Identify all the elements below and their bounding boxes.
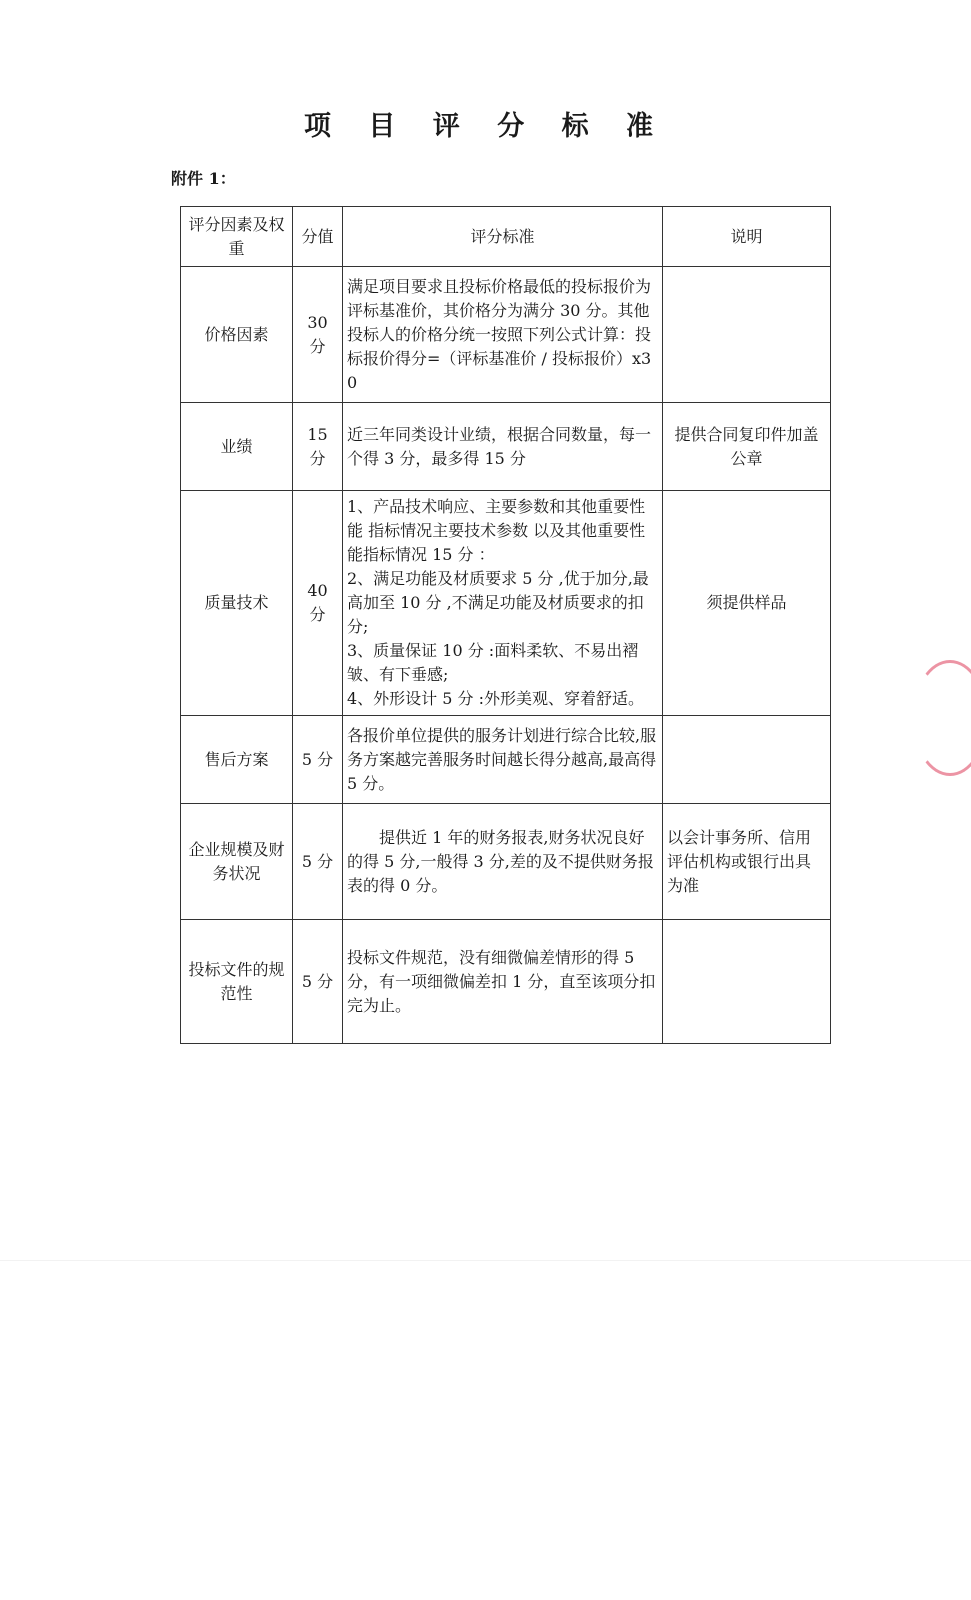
table-row-document xyxy=(181,920,831,1044)
table-row-price xyxy=(181,267,831,403)
row-note xyxy=(663,716,831,804)
row-score: 30 分 xyxy=(293,267,343,403)
criteria-line: 3、质量保证 10 分 :面料柔软、不易出褶皱、有下垂感; xyxy=(347,641,639,684)
row-factor: 质量技术 xyxy=(181,491,293,716)
row-criteria xyxy=(343,716,663,804)
row-note xyxy=(663,920,831,1044)
seal-stamp-edge xyxy=(912,660,971,776)
row-factor: 业绩 xyxy=(181,403,293,491)
page-title: 项 目 评 分 标 准 xyxy=(304,111,667,142)
scoring-table xyxy=(180,206,831,1044)
row-score: 15 分 xyxy=(293,403,343,491)
table-row-enterprise xyxy=(181,804,831,920)
row-note: 以会计事务所、信用评估机构或银行出具为准 xyxy=(663,804,831,920)
row-note xyxy=(663,267,831,403)
table-row-after-sales xyxy=(181,716,831,804)
row-note: 提供合同复印件加盖公章 xyxy=(663,403,831,491)
row-note: 须提供样品 xyxy=(663,491,831,716)
row-criteria xyxy=(343,267,663,403)
table-header-row xyxy=(181,207,831,267)
criteria-line: 1、产品技术响应、主要参数和其他重要性能 指标情况主要技术参数 以及其他重要性能指标情况 15 分 ： xyxy=(347,497,646,564)
criteria-line: 投标文件规范，没有细微偏差情形的得 5 分，有一项细微偏差扣 1 分，直至该项分扣完为止。 xyxy=(347,947,656,1015)
row-criteria xyxy=(343,804,663,920)
table-row-performance xyxy=(181,403,831,491)
row-score: 5 分 xyxy=(293,716,343,804)
row-factor: 价格因素 xyxy=(181,267,293,403)
header-note: 说明 xyxy=(663,207,831,267)
row-score: 5 分 xyxy=(293,920,343,1044)
header-score: 分值 xyxy=(293,207,343,267)
row-criteria xyxy=(343,491,663,716)
row-factor: 投标文件的规范性 xyxy=(181,920,293,1044)
row-score: 40 分 xyxy=(293,491,343,716)
criteria-line: 近三年同类设计业绩，根据合同数量，每一个得 3 分，最多得 15 分 xyxy=(347,424,652,468)
criteria-line: 提供近 1 年的财务报表,财务状况良好的得 5 分,一般得 3 分,差的及不提供财务报表的得 0 分。 xyxy=(347,827,654,895)
header-factor: 评分因素及权重 xyxy=(181,207,293,267)
criteria-line: 2、满足功能及材质要求 5 分 ,优于加分,最高加至 10 分 ,不满足功能及材质要求的扣分; xyxy=(347,569,649,636)
criteria-line: 满足项目要求且投标价格最低的投标报价为评标基准价，其价格分为满分 30 分。其他投标人的价格分统一按照下列公式计算：投标报价得分=（评标基准价 / 投标报价）x30 xyxy=(347,276,652,392)
criteria-line: 各报价单位提供的服务计划进行综合比较,服务方案越完善服务时间越长得分越高,最高得 5 分。 xyxy=(347,725,657,793)
criteria-line: 4、外形设计 5 分 :外形美观、穿着舒适。 xyxy=(347,689,645,708)
attachment-label: 附件 1： xyxy=(171,169,236,188)
table-row-quality xyxy=(181,491,831,716)
row-factor: 售后方案 xyxy=(181,716,293,804)
header-criteria: 评分标准 xyxy=(343,207,663,267)
row-score: 5 分 xyxy=(293,804,343,920)
row-criteria xyxy=(343,920,663,1044)
scan-divider xyxy=(0,1260,971,1261)
row-factor: 企业规模及财务状况 xyxy=(181,804,293,920)
row-criteria xyxy=(343,403,663,491)
